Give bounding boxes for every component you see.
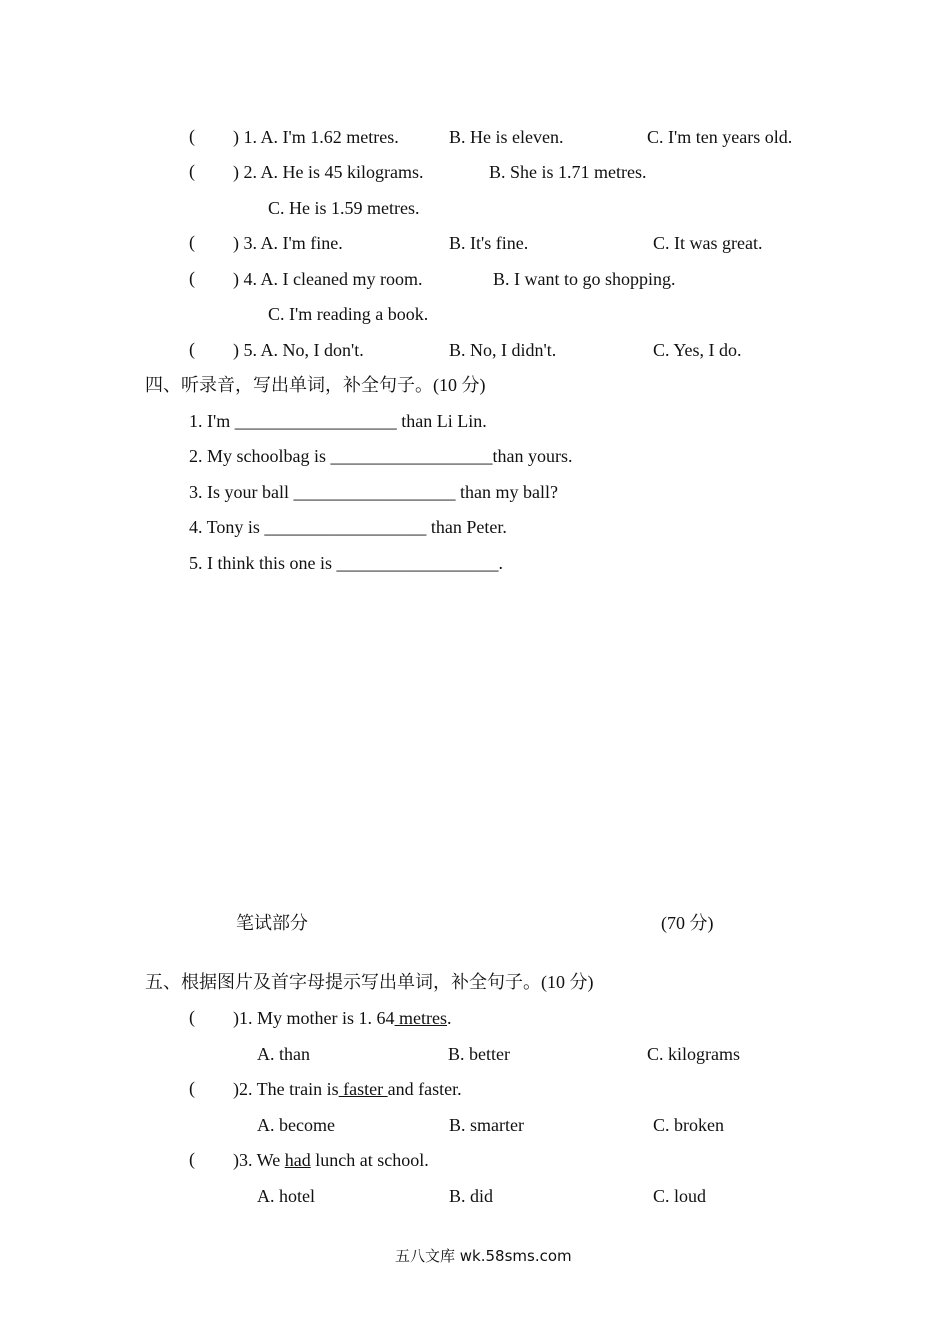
question-text-end: . (446, 1008, 452, 1028)
fill-item-4: 4. Tony is __________________ than Peter. (189, 517, 507, 537)
question-5-1 (233, 1007, 451, 1029)
fill-item-5: 5. I think this one is __________________. (189, 553, 503, 573)
option-a: A. hotel (257, 1186, 315, 1206)
question-text-end: lunch at school. (310, 1150, 429, 1170)
option-b: B. better (448, 1044, 510, 1064)
option-c: C. Yes, I do. (653, 340, 742, 360)
question-text: )3. We (233, 1150, 285, 1170)
question-2: ) 2. A. He is 45 kilograms. (233, 162, 424, 182)
question-1: ) 1. A. I'm 1.62 metres. (233, 127, 399, 147)
question-text: )1. My mother is 1. 64 (233, 1008, 395, 1028)
option-b: B. It's fine. (449, 233, 529, 253)
question-3: ) 3. A. I'm fine. (233, 233, 343, 253)
question-5: ) 5. A. No, I don't. (233, 340, 364, 360)
fill-item-1: 1. I'm __________________ than Li Lin. (189, 411, 487, 431)
option-a: A. than (257, 1044, 310, 1064)
underlined-word: faster (338, 1079, 388, 1099)
option-c: C. broken (653, 1115, 724, 1135)
option-a: A. become (257, 1115, 335, 1135)
answer-bracket: ( (189, 268, 195, 288)
answer-bracket: ( (189, 1149, 195, 1169)
question-4: ) 4. A. I cleaned my room. (233, 269, 423, 289)
option-c: C. I'm ten years old. (647, 127, 793, 147)
option-c: C. kilograms (647, 1044, 740, 1064)
option-c: C. loud (653, 1186, 707, 1206)
answer-bracket: ( (189, 339, 195, 359)
footer-watermark: 五八文库 wk.58sms.com (395, 1247, 572, 1265)
fill-item-2: 2. My schoolbag is __________________than yours. (189, 446, 573, 466)
question-5-3 (233, 1149, 429, 1171)
fill-item-3: 3. Is your ball __________________ than my ball? (189, 482, 558, 502)
option-b: B. He is eleven. (449, 127, 564, 147)
underlined-word: metres (394, 1008, 447, 1028)
written-part-score: (70 分) (661, 913, 714, 933)
option-b: B. did (449, 1186, 494, 1206)
answer-bracket: ( (189, 1007, 195, 1027)
answer-bracket: ( (189, 1078, 195, 1098)
option-c: C. I'm reading a book. (268, 304, 429, 324)
answer-bracket: ( (189, 126, 195, 146)
option-b: B. No, I didn't. (449, 340, 557, 360)
option-c: C. It was great. (653, 233, 763, 253)
option-c: C. He is 1.59 metres. (268, 198, 420, 218)
question-text-end: and faster. (387, 1079, 462, 1099)
underlined-word: had (284, 1150, 311, 1170)
section-5-heading: 五、根据图片及首字母提示写出单词，补全句子。(10 分) (145, 972, 594, 992)
section-4-heading: 四、听录音，写出单词，补全句子。(10 分) (145, 375, 486, 395)
option-b: B. smarter (449, 1115, 524, 1135)
answer-bracket: ( (189, 232, 195, 252)
option-b: B. She is 1.71 metres. (489, 162, 647, 182)
question-5-2 (233, 1078, 462, 1100)
option-b: B. I want to go shopping. (493, 269, 676, 289)
written-part-label: 笔试部分 (236, 913, 308, 933)
question-text: )2. The train is (233, 1079, 339, 1099)
answer-bracket: ( (189, 161, 195, 181)
